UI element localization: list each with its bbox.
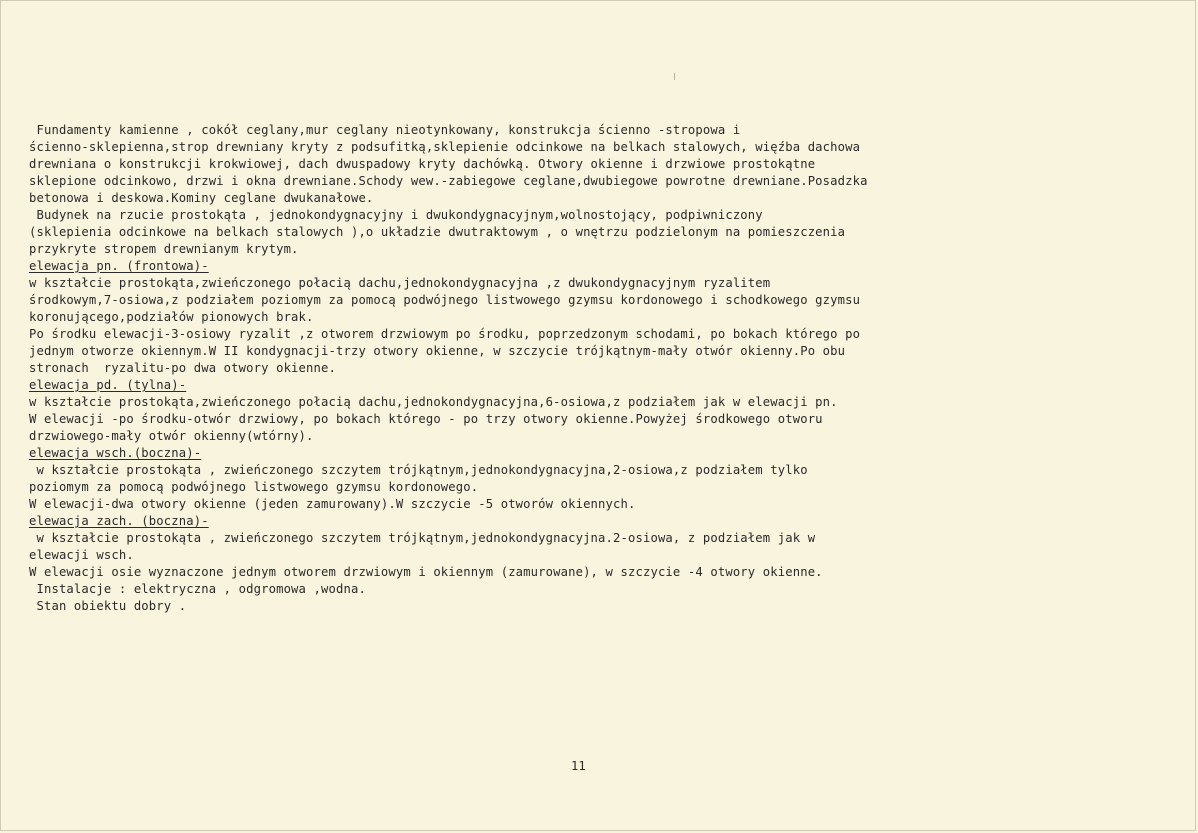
text-line: Stan obiektu dobry . xyxy=(29,599,187,613)
text-line: przykryte stropem drewnianym krytym. xyxy=(29,242,299,256)
section-heading: elewacja pd. (tylna)- xyxy=(29,378,187,392)
document-body xyxy=(29,122,1169,615)
text-line: stronach ryzalitu-po dwa otwory okienne. xyxy=(29,361,336,375)
text-line: koronującego,podziałów pionowych brak. xyxy=(29,310,314,324)
page-number: 11 xyxy=(571,759,586,773)
text-line: W elewacji -po środku-otwór drzwiowy, po bokach którego - po trzy otwory okienne.Powyżej środkowego otworu xyxy=(29,412,823,426)
section-heading: elewacja pn. (frontowa)- xyxy=(29,259,209,273)
text-line: środkowym,7-osiowa,z podziałem poziomym za pomocą podwójnego listwowego gzymsu kordonowego i schodkowego gzymsu xyxy=(29,293,861,307)
text-line: w kształcie prostokąta,zwieńczonego połacią dachu,jednokondygnacyjna ,z dwukondygnacyjnym ryzalitem xyxy=(29,276,771,290)
scan-speck xyxy=(674,73,675,80)
text-line: w kształcie prostokąta,zwieńczonego połacią dachu,jednokondygnacyjna,6-osiowa,z podziałem jak w elewacji pn. xyxy=(29,395,838,409)
text-line: W elewacji osie wyznaczone jednym otworem drzwiowym i okiennym (zamurowane), w szczycie -4 otwory okienne. xyxy=(29,565,823,579)
text-line: w kształcie prostokąta , zwieńczonego szczytem trójkątnym,jednokondygnacyjna.2-osiowa, z podziałem jak w xyxy=(29,531,816,545)
text-line: w kształcie prostokąta , zwieńczonego szczytem trójkątnym,jednokondygnacyjna,2-osiowa,z podziałem tylko xyxy=(29,463,808,477)
text-line: jednym otworze okiennym.W II kondygnacji-trzy otwory okienne, w szczycie trójkątnym-mały otwór okienny.Po obu xyxy=(29,344,846,358)
text-line: Instalacje : elektryczna , odgromowa ,wodna. xyxy=(29,582,366,596)
text-line: drewniana o konstrukcji krokwiowej, dach dwuspadowy kryty dachówką. Otwory okienne i drzwiowe prostokątne xyxy=(29,157,816,171)
text-line: elewacji wsch. xyxy=(29,548,134,562)
text-line: Po środku elewacji-3-osiowy ryzalit ,z otworem drzwiowym po środku, poprzedzonym schodami, po bokach którego po xyxy=(29,327,861,341)
text-line: betonowa i deskowa.Kominy ceglane dwukanałowe. xyxy=(29,191,374,205)
text-line: ścienno-sklepienna,strop drewniany kryty z podsufitką,sklepienie odcinkowe na belkach stalowych, więźba dachowa xyxy=(29,140,861,154)
section-heading: elewacja wsch.(boczna)- xyxy=(29,446,202,460)
section-heading: elewacja zach. (boczna)- xyxy=(29,514,209,528)
text-line: poziomym za pomocą podwójnego listwowego gzymsu kordonowego. xyxy=(29,480,479,494)
text-line: W elewacji-dwa otwory okienne (jeden zamurowany).W szczycie -5 otworów okiennych. xyxy=(29,497,636,511)
text-line: sklepione odcinkowo, drzwi i okna drewniane.Schody wew.-zabiegowe ceglane,dwubiegowe powrotne drewniane.Posadzka xyxy=(29,174,868,188)
text-line: (sklepienia odcinkowe na belkach stalowych ),o układzie dwutraktowym , o wnętrzu podzielonym na pomieszczenia xyxy=(29,225,846,239)
text-line: drzwiowego-mały otwór okienny(wtórny). xyxy=(29,429,314,443)
text-line: Budynek na rzucie prostokąta , jednokondygnacyjny i dwukondygnacyjnym,wolnostojący, podpiwniczony xyxy=(29,208,763,222)
text-line: Fundamenty kamienne , cokół ceglany,mur ceglany nieotynkowany, konstrukcja ścienno -stropowa i xyxy=(29,123,741,137)
